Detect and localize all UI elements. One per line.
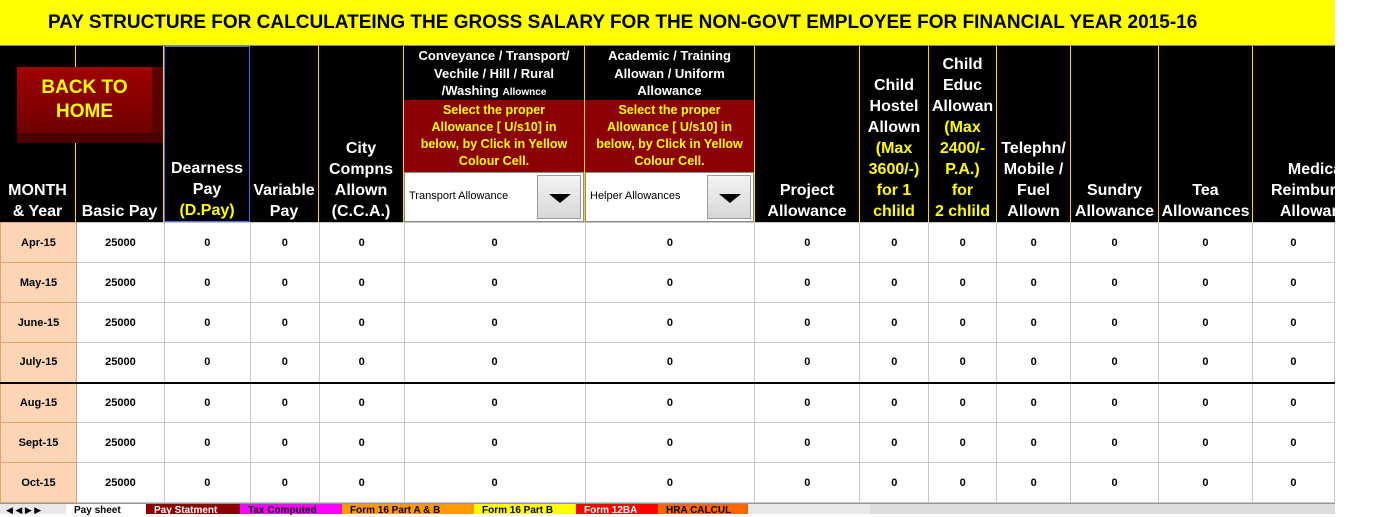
value-cell[interactable]: 0 [929,303,997,343]
value-cell[interactable]: 0 [585,463,755,503]
value-cell[interactable]: 0 [1159,343,1253,383]
table-row [1,263,1335,303]
value-cell[interactable]: 0 [404,223,585,263]
header-dearness-pay[interactable]: Dearness Pay (D.Pay) [164,46,250,222]
value-cell[interactable]: 0 [164,343,250,383]
value-cell[interactable]: 0 [997,223,1071,263]
value-cell[interactable]: 0 [1159,463,1253,503]
value-cell[interactable]: 0 [997,423,1071,463]
chevron-down-icon[interactable] [537,175,581,219]
value-cell[interactable]: 0 [250,343,319,383]
month-cell[interactable]: Apr-15 [1,223,77,263]
value-cell[interactable]: 0 [319,383,404,423]
value-cell[interactable]: 0 [860,423,929,463]
value-cell[interactable]: 0 [404,423,585,463]
header-basic-pay: Basic Pay [76,46,164,222]
academic-dropdown-value: Helper Allowances [590,190,681,202]
table-row [1,423,1335,463]
value-cell[interactable]: 0 [319,343,404,383]
header-variable-pay: Variable Pay [250,46,319,222]
value-cell[interactable]: 0 [164,463,250,503]
value-cell[interactable]: 0 [755,343,860,383]
value-cell[interactable]: 0 [1159,383,1253,423]
sheet-nav-arrows[interactable]: ◀ ◀ ▶ ▶ [6,505,42,515]
value-cell[interactable]: 0 [929,223,997,263]
header-month: MONTH & Year [0,46,76,222]
month-cell[interactable]: Oct-15 [1,463,77,503]
conveyance-dropdown-value: Transport Allowance [409,190,509,202]
value-cell[interactable]: 0 [1071,463,1159,503]
header-child-education: Child Educ Allowan (Max 2400/- P.A.) for 2 chlild [929,46,997,222]
basic-pay-cell[interactable]: 25000 [76,263,164,303]
month-cell[interactable]: July-15 [1,343,77,383]
header-conveyance: Conveyance / Transport/ Vechile / Hill / Rural /Washing Allownce Select the proper Allowance [ U/s10] in below, by Click in Yellow Colour Cell. Transport Allowance [404,46,585,222]
value-cell[interactable]: 0 [585,303,755,343]
value-cell[interactable]: 0 [929,383,997,423]
value-cell[interactable]: 0 [929,463,997,503]
value-cell[interactable]: 0 [250,303,319,343]
conveyance-dropdown[interactable] [404,172,584,222]
value-cell[interactable]: 0 [164,303,250,343]
horizontal-scrollbar[interactable] [870,504,1335,514]
sheet-title: PAY STRUCTURE FOR CALCULATEING THE GROSS SALARY FOR THE NON-GOVT EMPLOYEE FOR FINANCIAL YEAR 2015-16 [0,0,1335,46]
value-cell[interactable]: 0 [1071,303,1159,343]
value-cell[interactable]: 0 [1159,423,1253,463]
value-cell[interactable]: 0 [997,303,1071,343]
value-cell[interactable]: 0 [1071,343,1159,383]
value-cell[interactable]: 0 [1159,223,1253,263]
sheet-tab[interactable]: Form 16 Part B [474,504,576,514]
back-to-home-button[interactable]: BACK TO HOME [17,67,163,143]
value-cell[interactable]: 0 [1252,423,1334,463]
value-cell[interactable]: 0 [1252,263,1334,303]
value-cell[interactable]: 0 [164,423,250,463]
value-cell[interactable]: 0 [250,383,319,423]
value-cell[interactable]: 0 [164,263,250,303]
value-cell[interactable]: 0 [585,383,755,423]
value-cell[interactable]: 0 [1252,303,1334,343]
sheet-tab[interactable]: Tax Computed [240,504,342,514]
header-tea: Tea Allowances [1159,46,1253,222]
conveyance-select-note: Select the proper Allowance [ U/s10] in below, by Click in Yellow Colour Cell. [404,100,584,172]
value-cell[interactable]: 0 [319,463,404,503]
sheet-tab[interactable]: Form 12BA [576,504,658,514]
header-medical: Medica Reimbursm Allowanc [1253,46,1335,222]
value-cell[interactable]: 0 [319,223,404,263]
sheet-tab[interactable]: Pay sheet [66,504,146,514]
value-cell[interactable]: 0 [585,423,755,463]
value-cell[interactable]: 0 [1071,423,1159,463]
value-cell[interactable]: 0 [1071,263,1159,303]
value-cell[interactable]: 0 [404,303,585,343]
sheet-tab[interactable]: HRA CALCUL [658,504,748,514]
month-cell[interactable]: Sept-15 [1,423,77,463]
value-cell[interactable]: 0 [860,343,929,383]
basic-pay-cell[interactable]: 25000 [76,303,164,343]
table-row [1,303,1335,343]
value-cell[interactable]: 0 [860,223,929,263]
value-cell[interactable]: 0 [860,463,929,503]
value-cell[interactable]: 0 [755,263,860,303]
table-row [1,383,1335,423]
header-city-allowance: City Compns Allown (C.C.A.) [319,46,404,222]
table-row [1,343,1335,383]
value-cell[interactable]: 0 [997,383,1071,423]
month-cell[interactable]: May-15 [1,263,77,303]
sheet-tab[interactable]: Form 16 Part A & B [342,504,474,514]
header-telephone: Telephn/ Mobile / Fuel Allown [997,46,1071,222]
chevron-down-icon[interactable] [707,175,751,219]
basic-pay-cell[interactable]: 25000 [76,423,164,463]
value-cell[interactable]: 0 [164,223,250,263]
value-cell[interactable]: 0 [585,343,755,383]
value-cell[interactable]: 0 [319,423,404,463]
value-cell[interactable]: 0 [250,423,319,463]
value-cell[interactable]: 0 [755,223,860,263]
header-academic: Academic / Training Allowan / Uniform Allowance Select the proper Allowance [ U/s10] in below, by Click in Yellow Colour Cell. Helper Allowances [585,46,755,222]
sheet-tab[interactable]: Pay Statment [146,504,240,514]
basic-pay-cell[interactable]: 25000 [76,343,164,383]
value-cell[interactable]: 0 [860,303,929,343]
value-cell[interactable]: 0 [929,263,997,303]
value-cell[interactable]: 0 [404,463,585,503]
basic-pay-cell[interactable]: 25000 [76,463,164,503]
pay-table [0,222,1335,503]
value-cell[interactable]: 0 [1252,343,1334,383]
value-cell[interactable]: 0 [929,343,997,383]
value-cell[interactable]: 0 [860,383,929,423]
value-cell[interactable]: 0 [1071,223,1159,263]
value-cell[interactable]: 0 [755,463,860,503]
table-row [1,463,1335,503]
value-cell[interactable]: 0 [755,303,860,343]
value-cell[interactable]: 0 [250,463,319,503]
value-cell[interactable]: 0 [1252,223,1334,263]
value-cell[interactable]: 0 [404,383,585,423]
value-cell[interactable]: 0 [997,463,1071,503]
month-cell[interactable]: Aug-15 [1,383,77,423]
month-cell[interactable]: June-15 [1,303,77,343]
academic-dropdown[interactable] [585,172,754,222]
basic-pay-cell[interactable]: 25000 [76,383,164,423]
value-cell[interactable]: 0 [404,343,585,383]
value-cell[interactable]: 0 [860,263,929,303]
header-child-hostel: Child Hostel Allown (Max 3600/-) for 1 chlild [860,46,929,222]
value-cell[interactable]: 0 [1252,383,1334,423]
value-cell[interactable]: 0 [250,263,319,303]
value-cell[interactable]: 0 [585,223,755,263]
value-cell[interactable]: 0 [755,383,860,423]
value-cell[interactable]: 0 [164,383,250,423]
value-cell[interactable]: 0 [929,423,997,463]
value-cell[interactable]: 0 [1159,263,1253,303]
value-cell[interactable]: 0 [1252,463,1334,503]
value-cell[interactable]: 0 [1159,303,1253,343]
value-cell[interactable]: 0 [1071,383,1159,423]
value-cell[interactable]: 0 [319,263,404,303]
value-cell[interactable]: 0 [755,423,860,463]
value-cell[interactable]: 0 [404,263,585,303]
value-cell[interactable]: 0 [997,343,1071,383]
header-sundry: Sundry Allowance [1071,46,1159,222]
value-cell[interactable]: 0 [250,223,319,263]
header-project-allowance: Project Allowance [755,46,860,222]
academic-select-note: Select the proper Allowance [ U/s10] in below, by Click in Yellow Colour Cell. [585,100,754,172]
value-cell[interactable]: 0 [585,263,755,303]
basic-pay-cell[interactable]: 25000 [76,223,164,263]
value-cell[interactable]: 0 [997,263,1071,303]
sheet-tab-bar [0,503,1335,514]
table-row [1,223,1335,263]
value-cell[interactable]: 0 [319,303,404,343]
